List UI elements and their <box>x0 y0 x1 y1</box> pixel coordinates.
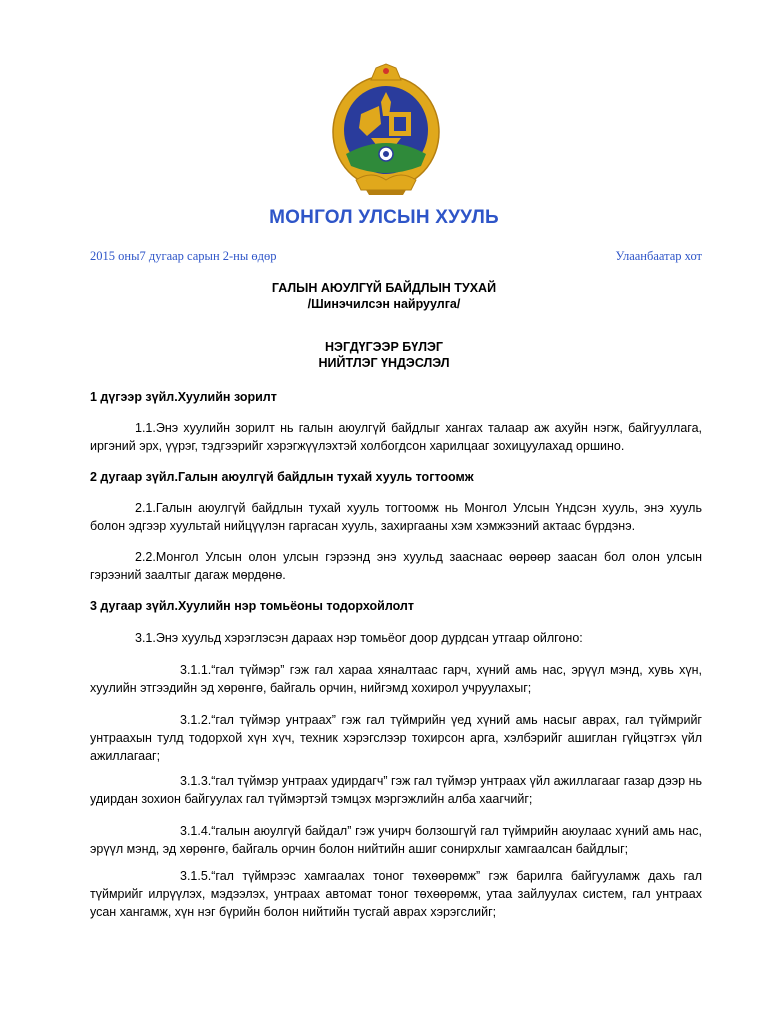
article-3-definition-5: 3.1.5.“гал түймрээс хамгаалах тоног төхөөрөмж” гэж барилга байгууламж дахь гал түймрийг илрүүлэх, мэдээлэх, унтраах автомат тоног төхөөрөмж, утаа зайлуулах систем, гал унтраах усан хангамж, хүн нэг бүрийн болон нийтийн тусгай аврах хэрэгслийг; <box>90 869 702 919</box>
law-revision: /Шинэчилсэн найруулга/ <box>307 297 461 311</box>
law-date: 2015 оны7 дугаар сарын 2-ны өдөр <box>90 249 277 263</box>
article-3-intro: 3.1.Энэ хуульд хэрэглэсэн дараах нэр томьёог доор дурдсан утгаар ойлгоно: <box>135 631 583 645</box>
chapter-name: НИЙТЛЭГ ҮНДЭСЛЭЛ <box>318 356 450 370</box>
article-3-definition-4: 3.1.4.“галын аюулгүй байдал” гэж учирч болзошгүй гал түймрийн аюулаас хүний амь нас, эрүүл мэнд, эд хөрөнгө, байгаль орчин болон нийтийн ашиг сонирхлыг хамгаалсан байдлыг; <box>90 824 702 856</box>
law-name: ГАЛЫН АЮУЛГҮЙ БАЙДЛЫН ТУХАЙ <box>271 281 497 295</box>
article-1-heading: 1 дүгээр зүйл.Хуулийн зорилт <box>90 390 277 404</box>
chapter-number: НЭГДҮГЭЭР БҮЛЭГ <box>325 340 443 354</box>
article-3-heading: 3 дугаар зүйл.Хуулийн нэр томьёоны тодорхойлолт <box>90 599 414 613</box>
article-3-definition-1: 3.1.1.“гал түймэр” гэж гал хараа хяналтаас гарч, хүний амь нас, эрүүл мэнд, хувь хүн, хуулийн этгээдийн эд хөрөнгө, байгаль орчин, нийгэмд хохирол учруулахыг; <box>90 663 702 695</box>
law-place: Улаанбаатар хот <box>615 249 702 263</box>
page-title: МОНГОЛ УЛСЫН ХУУЛЬ <box>269 207 499 228</box>
article-2-paragraph-1: 2.1.Галын аюулгүй байдлын тухай хууль тогтоомж нь Монгол Улсын Үндсэн хууль, энэ хууль болон эдгээр хуультай нийцүүлэн гаргасан хууль, захиргааны хэм хэмжээний актаас бүрдэнэ. <box>90 501 702 533</box>
article-3-definition-2: 3.1.2.“гал түймэр унтраах” гэж гал түймрийн үед хүний амь насыг аврах, гал түймрийг унтраахын тулд тодорхой хүн хүч, техник хэрэгслээр тохирсон арга, хэлбэрийг ашиглан гүйцэтгэх үйл ажиллагааг; <box>90 713 702 763</box>
article-3-definition-3: 3.1.3.“гал түймэр унтраах удирдагч” гэж гал түймэр унтраах үйл ажиллагааг газар дээр нь удирдан зохион байгуулах гал түймэртэй тэмцэх мэргэжлийн алба хаагчийг; <box>90 774 702 806</box>
article-2-paragraph-2: 2.2.Монгол Улсын олон улсын гэрээнд энэ хуульд зааснаас өөрөөр заасан бол олон улсын гэрээний заалтыг дагаж мөрдөнө. <box>90 550 702 582</box>
state-emblem-icon <box>331 62 441 197</box>
article-1-paragraph-1: 1.1.Энэ хуулийн зорилт нь галын аюулгүй байдлыг хангах талаар аж ахуйн нэгж, байгууллага, иргэний эрх, үүрэг, тэдгээрийг хэрэгжүүлэхтэй холбогдсон харилцааг зохицуулахад оршино. <box>90 421 702 453</box>
article-2-heading: 2 дугаар зүйл.Галын аюулгүй байдлын тухай хууль тогтоомж <box>90 470 474 484</box>
